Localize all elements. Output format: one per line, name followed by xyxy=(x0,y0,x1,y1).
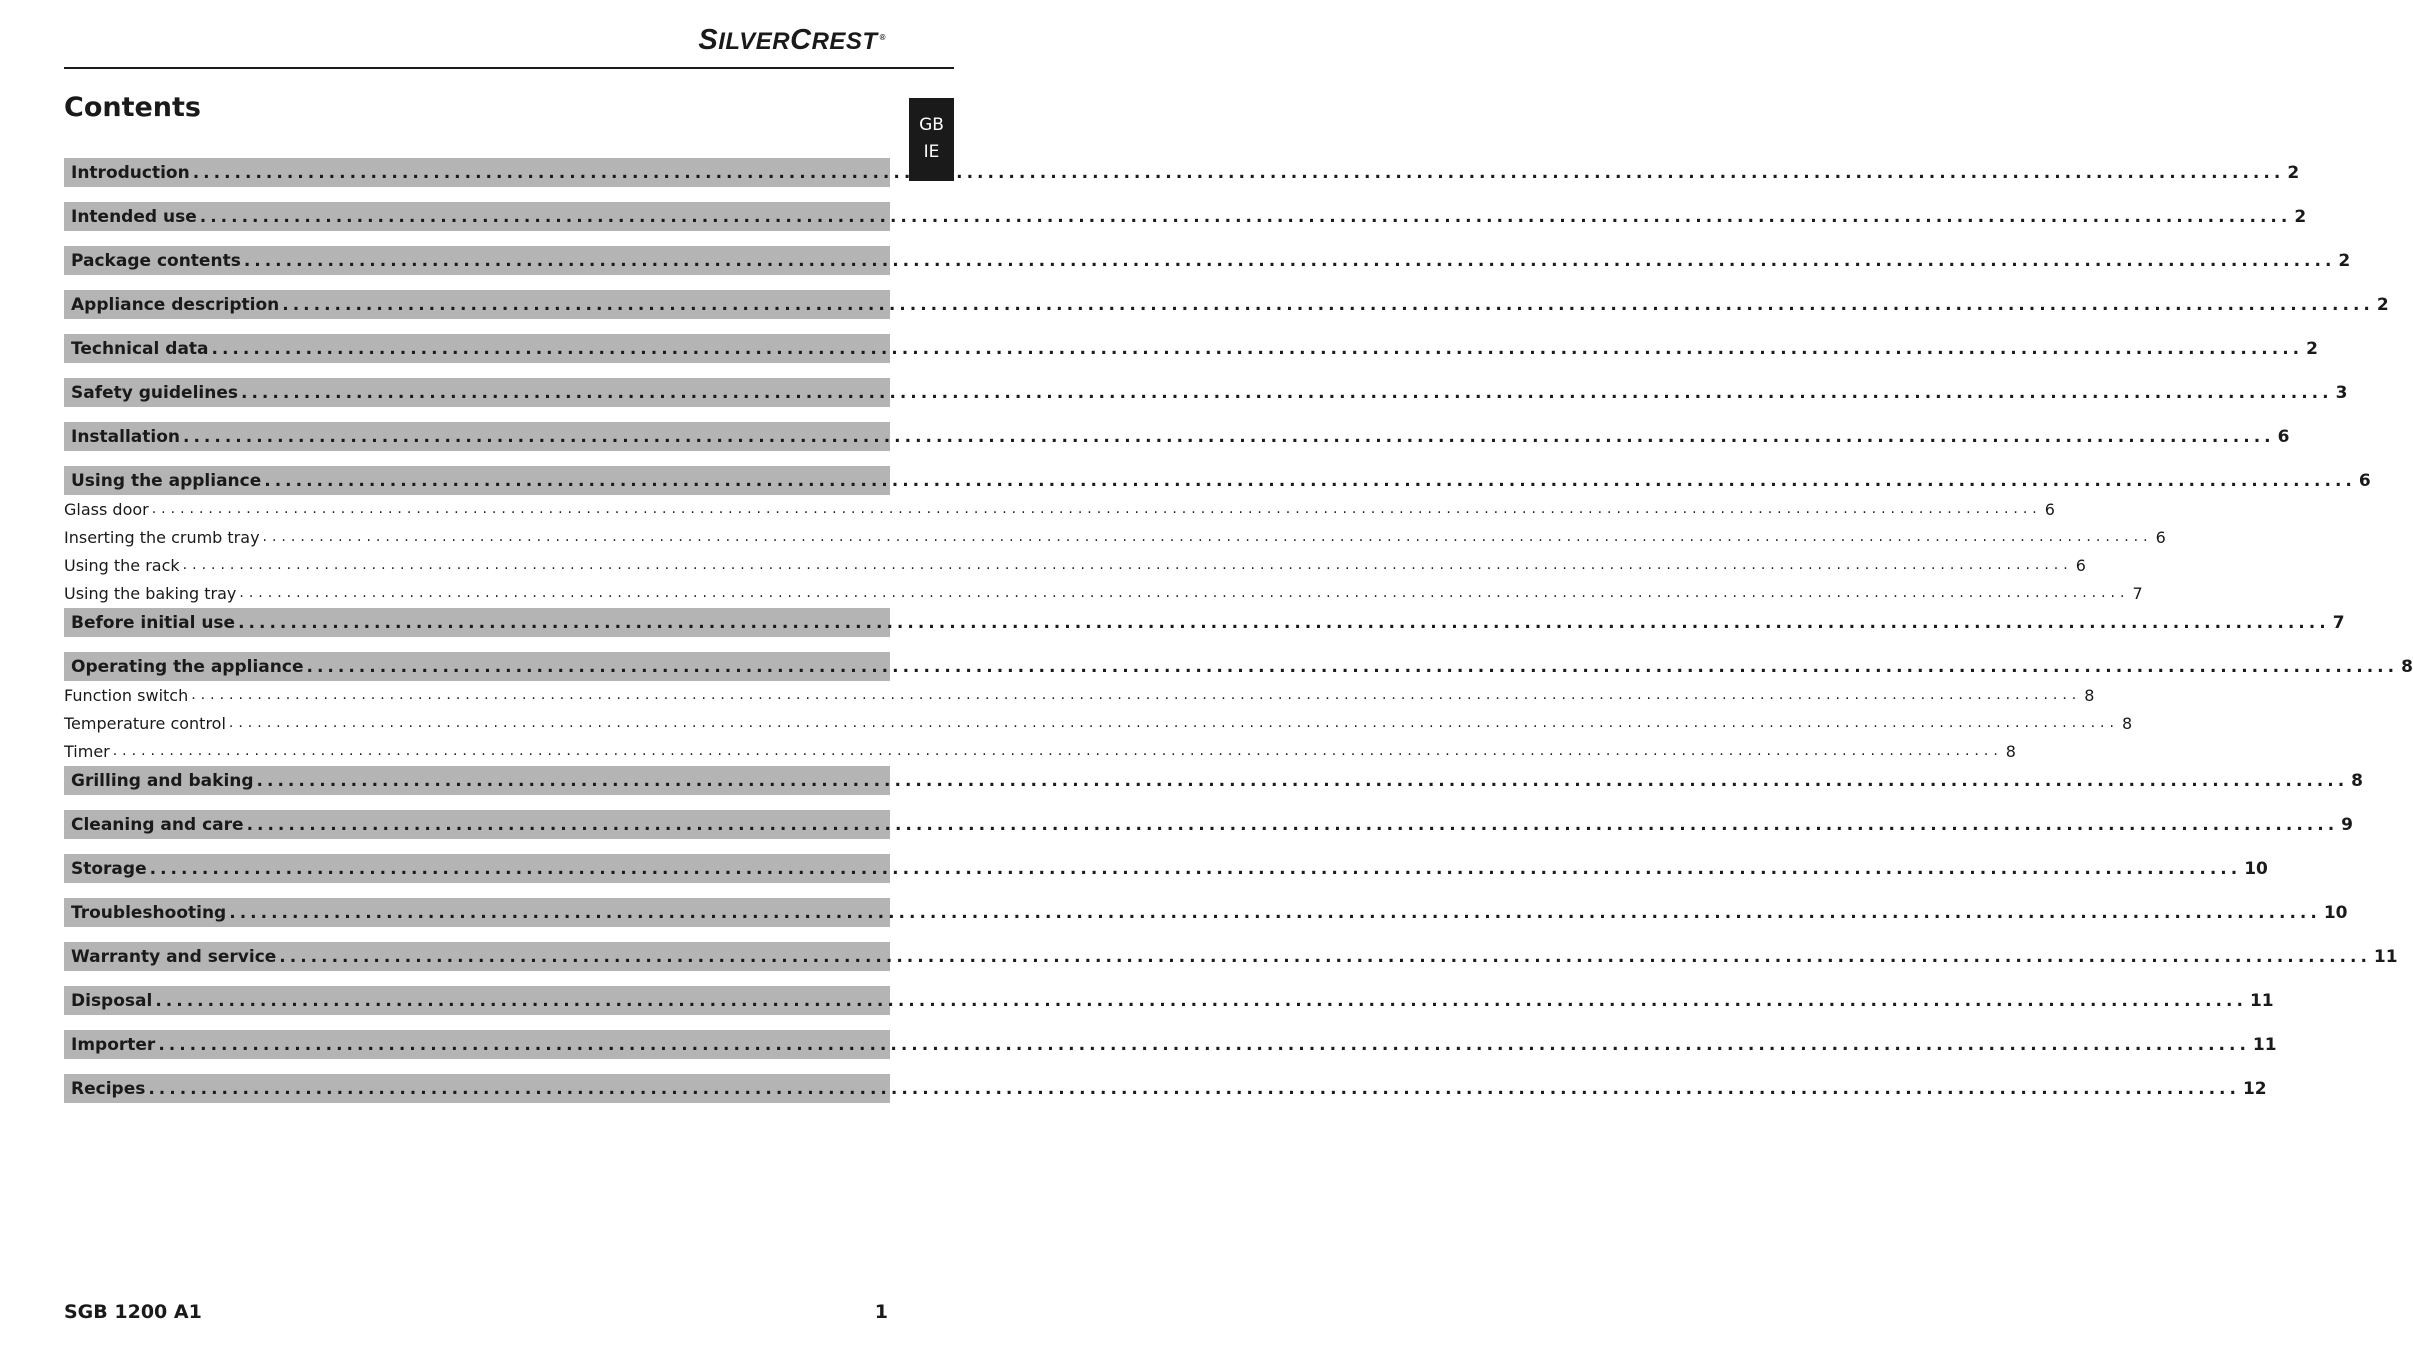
toc-subsection-entry[interactable] xyxy=(64,525,2166,549)
toc-section-entry[interactable] xyxy=(64,466,2371,495)
toc-dot-leader: ........................................................................................................................................................................................................ xyxy=(264,470,2356,491)
toc-entry-page-number: 6 xyxy=(2358,470,2371,491)
page-title: Contents xyxy=(64,92,202,123)
toc-entry-page-number: 7 xyxy=(2132,583,2143,603)
toc-entry-page-number: 11 xyxy=(2373,946,2398,967)
toc-entry-label: Warranty and service xyxy=(71,946,277,967)
toc-section-entry[interactable] xyxy=(64,854,2268,883)
toc-dot-leader: ........................................................................................................................................................................................................ xyxy=(229,902,2321,923)
toc-section-entry[interactable] xyxy=(64,898,2348,927)
toc-entry-label: Timer xyxy=(64,741,110,761)
toc-entry-label: Operating the appliance xyxy=(71,656,304,677)
toc-entry-label: Inserting the crumb tray xyxy=(64,527,260,547)
toc-dot-leader: ........................................................................................................................................................................................................ xyxy=(112,743,2003,759)
toc-entry-page-number: 8 xyxy=(2084,685,2095,705)
toc-section-entry[interactable] xyxy=(64,246,2351,275)
toc-entry-label: Installation xyxy=(71,426,181,447)
toc-entry-label: Intended use xyxy=(71,206,197,227)
toc-entry-page-number: 2 xyxy=(2294,206,2307,227)
toc-dot-leader: ........................................................................................................................................................................................................ xyxy=(228,715,2119,731)
footer-model-number: SGB 1200 A1 xyxy=(64,1301,202,1323)
toc-entry-page-number: 8 xyxy=(2401,656,2413,677)
toc-dot-leader: ........................................................................................................................................................................................................ xyxy=(282,294,2374,315)
toc-section-entry[interactable] xyxy=(64,202,2307,231)
footer-page-number: 1 xyxy=(874,1301,888,1323)
toc-dot-leader: ........................................................................................................................................................................................................ xyxy=(155,990,2247,1011)
toc-subsection-entry[interactable] xyxy=(64,581,2143,605)
toc-subsection-entry[interactable] xyxy=(64,553,2086,577)
toc-subsection-entry[interactable] xyxy=(64,683,2095,707)
toc-entry-label: Before initial use xyxy=(71,612,236,633)
header-rule xyxy=(64,67,954,69)
toc-dot-leader: ........................................................................................................................................................................................................ xyxy=(151,501,2042,517)
toc-entry-page-number: 3 xyxy=(2335,382,2348,403)
toc-subsection-entry[interactable] xyxy=(64,711,2133,735)
toc-section-entry[interactable] xyxy=(64,422,2290,451)
toc-section-entry[interactable] xyxy=(64,290,2389,319)
toc-entry-label: Using the baking tray xyxy=(64,583,237,603)
toc-entry-label: Appliance description xyxy=(71,294,280,315)
language-code-ie: IE xyxy=(923,142,940,162)
toc-section-entry[interactable] xyxy=(64,766,2363,795)
toc-section-entry[interactable] xyxy=(64,1074,2267,1103)
toc-section-entry[interactable] xyxy=(64,378,2348,407)
toc-entry-page-number: 10 xyxy=(2323,902,2348,923)
toc-dot-leader: ........................................................................................................................................................................................................ xyxy=(199,206,2292,227)
toc-dot-leader: ........................................................................................................................................................................................................ xyxy=(192,162,2285,183)
toc-dot-leader: ........................................................................................................................................................................................................ xyxy=(183,426,2275,447)
toc-entry-page-number: 7 xyxy=(2332,612,2345,633)
toc-dot-leader: ........................................................................................................................................................................................................ xyxy=(240,382,2333,403)
toc-section-entry[interactable] xyxy=(64,608,2345,637)
toc-entry-label: Using the rack xyxy=(64,555,180,575)
toc-dot-leader: ........................................................................................................................................................................................................ xyxy=(262,529,2153,545)
toc-entry-page-number: 9 xyxy=(2341,814,2354,835)
toc-entry-page-number: 6 xyxy=(2277,426,2290,447)
toc-entry-label: Storage xyxy=(71,858,147,879)
toc-entry-label: Introduction xyxy=(71,162,190,183)
toc-dot-leader: ........................................................................................................................................................................................................ xyxy=(182,557,2073,573)
toc-section-entry[interactable] xyxy=(64,986,2274,1015)
toc-entry-label: Temperature control xyxy=(64,713,226,733)
toc-section-entry[interactable] xyxy=(64,158,2300,187)
toc-entry-page-number: 6 xyxy=(2075,555,2086,575)
toc-entry-label: Using the appliance xyxy=(71,470,262,491)
toc-section-entry[interactable] xyxy=(64,652,2413,681)
toc-section-entry[interactable] xyxy=(64,334,2318,363)
toc-dot-leader: ........................................................................................................................................................................................................ xyxy=(306,656,2399,677)
toc-entry-label: Package contents xyxy=(71,250,241,271)
toc-entry-page-number: 2 xyxy=(2338,250,2351,271)
toc-entry-label: Safety guidelines xyxy=(71,382,238,403)
toc-entry-page-number: 6 xyxy=(2155,527,2166,547)
toc-entry-page-number: 11 xyxy=(2252,1034,2277,1055)
toc-subsection-entry[interactable] xyxy=(64,739,2016,763)
toc-entry-label: Disposal xyxy=(71,990,153,1011)
toc-entry-page-number: 8 xyxy=(2005,741,2016,761)
toc-dot-leader: ........................................................................................................................................................................................................ xyxy=(239,585,2130,601)
toc-dot-leader: ........................................................................................................................................................................................................ xyxy=(158,1034,2250,1055)
toc-entry-page-number: 6 xyxy=(2044,499,2055,519)
toc-dot-leader: ........................................................................................................................................................................................................ xyxy=(238,612,2330,633)
toc-entry-label: Troubleshooting xyxy=(71,902,227,923)
toc-entry-page-number: 12 xyxy=(2242,1078,2267,1099)
toc-dot-leader: ........................................................................................................................................................................................................ xyxy=(246,814,2339,835)
toc-entry-page-number: 8 xyxy=(2121,713,2133,733)
toc-section-entry[interactable] xyxy=(64,1030,2277,1059)
toc-entry-label: Recipes xyxy=(71,1078,146,1099)
toc-dot-leader: ........................................................................................................................................................................................................ xyxy=(148,1078,2240,1099)
toc-entry-page-number: 2 xyxy=(2376,294,2389,315)
toc-entry-page-number: 11 xyxy=(2249,990,2274,1011)
toc-dot-leader: ........................................................................................................................................................................................................ xyxy=(256,770,2349,791)
toc-dot-leader: ........................................................................................................................................................................................................ xyxy=(191,687,2082,703)
toc-subsection-entry[interactable] xyxy=(64,497,2055,521)
toc-dot-leader: ........................................................................................................................................................................................................ xyxy=(243,250,2336,271)
toc-entry-page-number: 2 xyxy=(2287,162,2300,183)
language-code-gb: GB xyxy=(919,115,944,135)
brand-logo: SILVERCREST ® xyxy=(698,24,886,56)
toc-section-entry[interactable] xyxy=(64,810,2354,839)
toc-entry-label: Technical data xyxy=(71,338,209,359)
toc-entry-label: Cleaning and care xyxy=(71,814,244,835)
toc-dot-leader: ........................................................................................................................................................................................................ xyxy=(279,946,2371,967)
toc-entry-page-number: 8 xyxy=(2351,770,2363,791)
toc-entry-label: Importer xyxy=(71,1034,156,1055)
toc-dot-leader: ........................................................................................................................................................................................................ xyxy=(211,338,2304,359)
toc-entry-label: Grilling and baking xyxy=(71,770,254,791)
toc-entry-page-number: 2 xyxy=(2306,338,2318,359)
toc-section-entry[interactable] xyxy=(64,942,2398,971)
toc-entry-label: Function switch xyxy=(64,685,189,705)
toc-dot-leader: ........................................................................................................................................................................................................ xyxy=(149,858,2242,879)
toc-entry-label: Glass door xyxy=(64,499,149,519)
toc-entry-page-number: 10 xyxy=(2244,858,2268,879)
